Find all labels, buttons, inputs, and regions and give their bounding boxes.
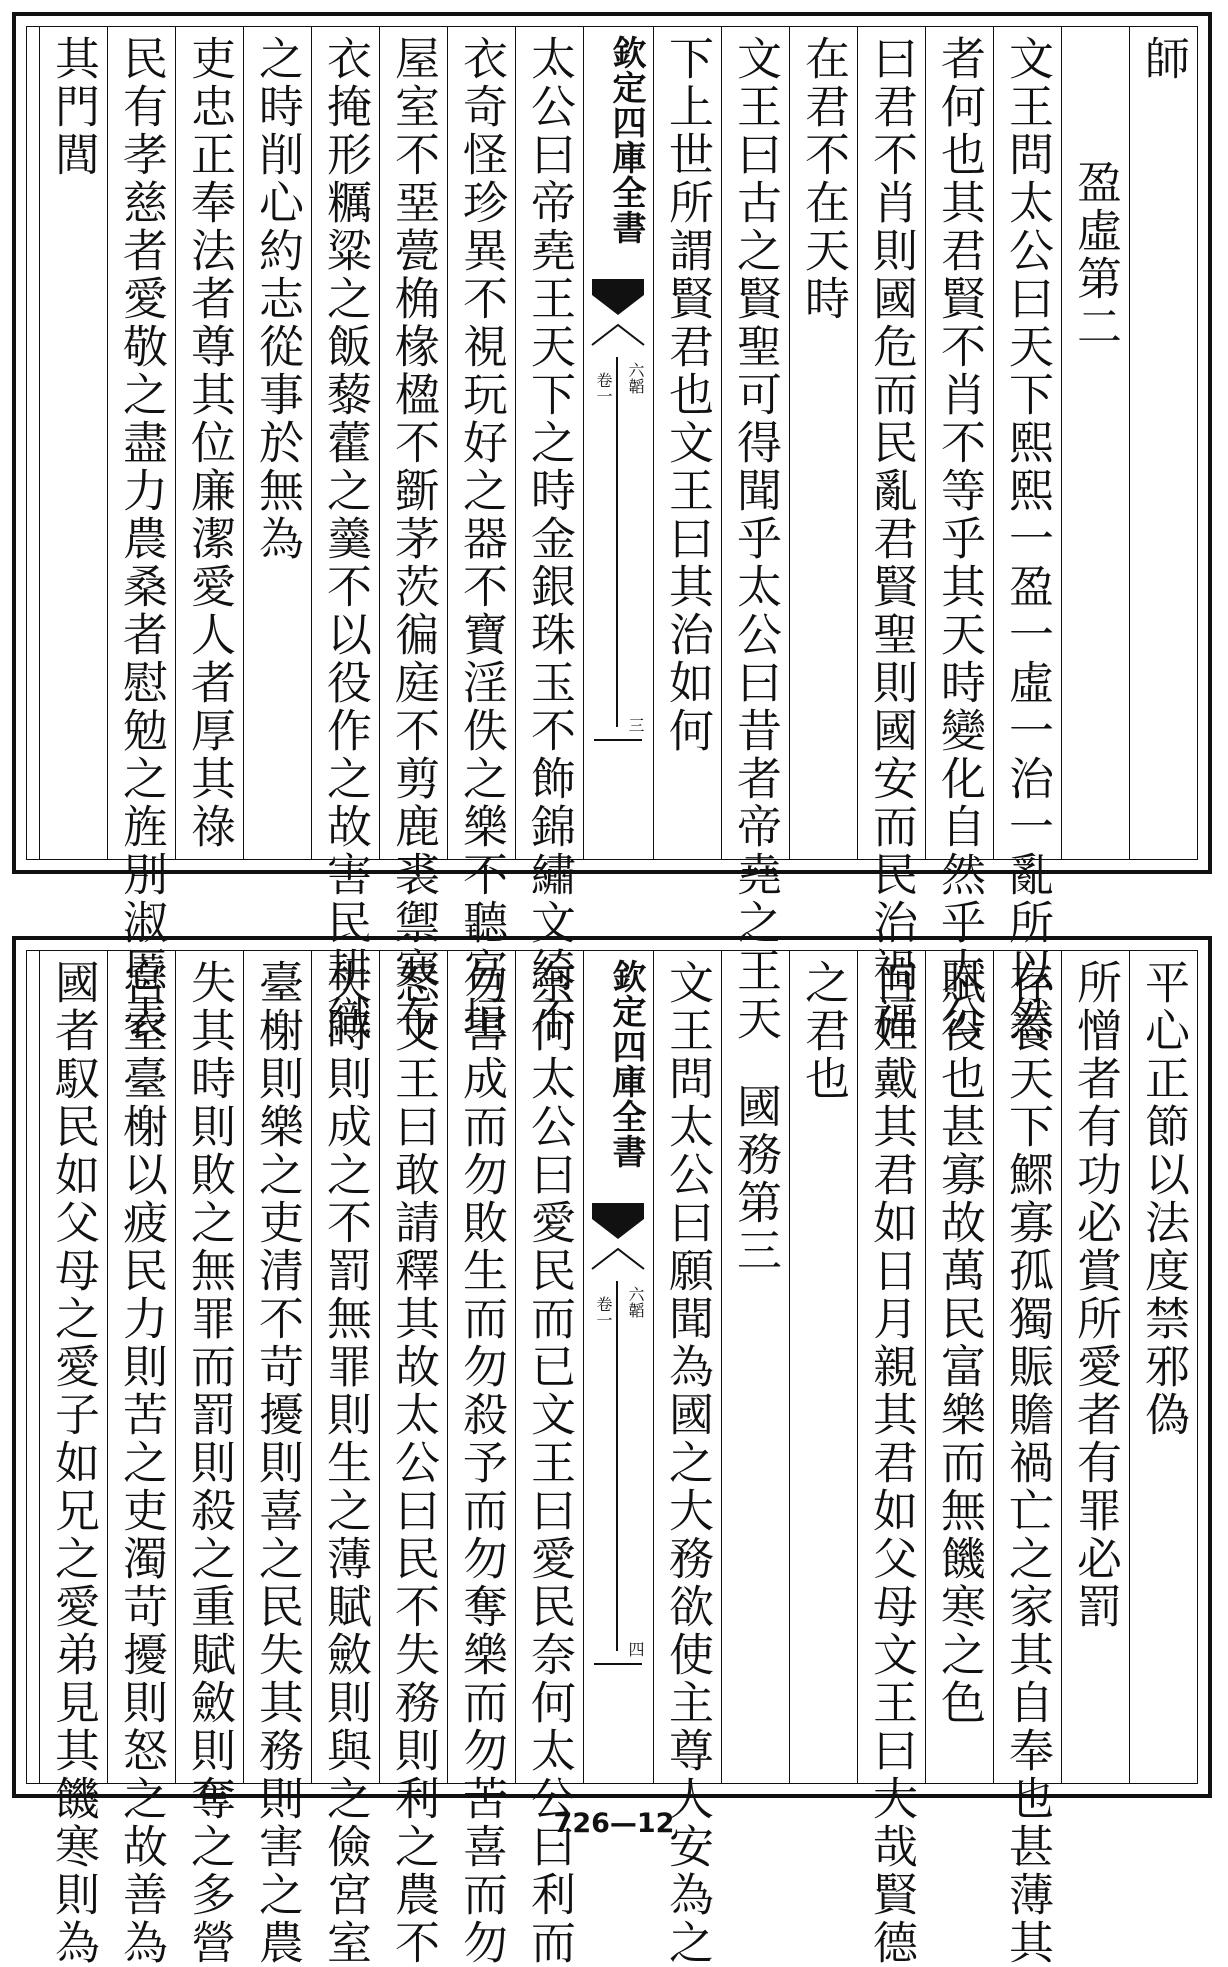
center-fold-banner [583, 951, 653, 1783]
text-line: 衣奇怪珍異不視玩好之器不寶淫佚之樂不聽宮垣 [455, 35, 508, 1043]
text-line: 臺榭則樂之吏清不苛擾則喜之民失其務則害之農 [251, 959, 304, 1967]
text-column [107, 27, 175, 1043]
text-column [1129, 27, 1197, 859]
chapter-heading: 盈虛第二 [1069, 159, 1122, 351]
banner-book-title: 六韜 [626, 362, 645, 394]
fish-tail-mark-icon [590, 277, 646, 347]
chapter-heading: 國務第三 [729, 1083, 782, 1275]
text-column [925, 27, 993, 1043]
text-line: 勿害成而勿敗生而勿殺予而勿奪樂而勿苦喜而勿 [455, 959, 508, 1967]
text-line: 失其時則敗之無罪而罰則殺之重賦斂則奪之多營 [183, 959, 236, 1967]
text-line: 民有孝慈者愛敬之盡力農桑者慰勉之旌別淑慝表 [115, 35, 168, 1043]
banner-page-number: 四 [626, 1641, 645, 1657]
text-line: 衣掩形糲粱之飯藜藿之羹不以役作之故害民耕織 [319, 35, 372, 1043]
text-line: 文王問太公曰願聞為國之大務欲使主尊人安為之 [661, 959, 714, 1967]
text-line: 失時則成之不罰無罪則生之薄賦斂則與之儉宮室 [319, 959, 372, 1967]
chapter-heading-column [1061, 27, 1129, 859]
text-column [243, 951, 311, 1967]
text-line: 存養天下鰥寡孤獨賑贍禍亡之家其自奉也甚薄其 [1001, 959, 1054, 1967]
center-fold-banner [583, 27, 653, 859]
text-column [515, 27, 583, 1043]
text-line: 吏忠正奉法者尊其位廉潔愛人者厚其祿 [183, 35, 236, 851]
text-line: 奈何太公曰愛民而已文王曰愛民奈何太公曰利而 [523, 959, 576, 1967]
text-line: 太公曰帝堯王天下之時金銀珠玉不飾錦繡文綺不 [523, 35, 576, 1043]
text-column [653, 27, 721, 859]
text-line: 國者馭民如父母之愛子如兄之愛弟見其饑寒則為 [47, 959, 100, 1967]
chapter-heading-column [721, 951, 789, 1783]
text-column [1061, 951, 1129, 1783]
text-column [993, 951, 1061, 1967]
text-line: 屋室不堊甍桷椽楹不斵茅茨徧庭不剪鹿裘禦寒布 [387, 35, 440, 1043]
banner-title: 欽定四庫全書 [606, 959, 646, 1169]
text-column [107, 951, 175, 1967]
banner-page-number: 三 [626, 717, 645, 733]
text-column [447, 951, 515, 1967]
text-column [39, 951, 107, 1967]
text-column [39, 27, 107, 859]
banner-volume: 卷一 [594, 1296, 613, 1328]
text-line: 所憎者有功必賞所愛者有罪必罰 [1069, 959, 1122, 1631]
text-line: 百姓戴其君如日月親其君如父母文王曰大哉賢德 [865, 959, 918, 1967]
text-column [857, 951, 925, 1967]
text-line: 平心正節以法度禁邪偽 [1137, 959, 1190, 1439]
text-column [857, 27, 925, 1043]
text-column [379, 27, 447, 1043]
text-line: 文王問太公曰天下熙熙一盈一虛一治一亂所以然 [1001, 35, 1054, 1043]
text-column [311, 27, 379, 1043]
text-line: 賦役也甚寡故萬民富樂而無饑寒之色 [933, 959, 986, 1727]
text-line: 者何也其君賢不肖不等乎其天時變化自然乎太公 [933, 35, 986, 1043]
text-column [515, 951, 583, 1967]
banner-book-title: 六韜 [626, 1286, 645, 1318]
banner-volume: 卷一 [594, 372, 613, 404]
text-column [175, 27, 243, 859]
text-column [243, 27, 311, 859]
text-column [789, 27, 857, 859]
text-line: 之君也 [797, 959, 850, 1103]
text-line: 之時削心約志從事於無為 [251, 35, 304, 563]
text-column [789, 951, 857, 1783]
text-column [925, 951, 993, 1783]
text-column [311, 951, 379, 1967]
fish-tail-mark-icon [590, 1201, 646, 1271]
text-line: 在君不在天時 [797, 35, 850, 323]
text-column [447, 27, 515, 1043]
text-line: 曰君不肖則國危而民亂君賢聖則國安而民治禍福 [865, 35, 918, 1043]
text-column [993, 27, 1061, 1043]
text-column [653, 951, 721, 1967]
text-column [175, 951, 243, 1967]
text-line: 師 [1137, 35, 1190, 83]
footer-page-number: 726—12 [553, 1808, 675, 1839]
banner-title: 欽定四庫全書 [606, 35, 646, 245]
text-line: 宮室臺榭以疲民力則苦之吏濁苛擾則怒之故善為 [115, 959, 168, 1967]
text-line: 怒文王曰敢請釋其故太公曰民不失務則利之農不 [387, 959, 440, 1967]
text-line: 下上世所謂賢君也文王曰其治如何 [661, 35, 714, 755]
text-column [379, 951, 447, 1967]
text-line: 文王曰古之賢聖可得聞乎太公曰昔者帝堯之王天 [729, 35, 782, 1043]
text-line: 其門閭 [47, 35, 100, 179]
text-column [721, 27, 789, 1043]
text-column [1129, 951, 1197, 1783]
